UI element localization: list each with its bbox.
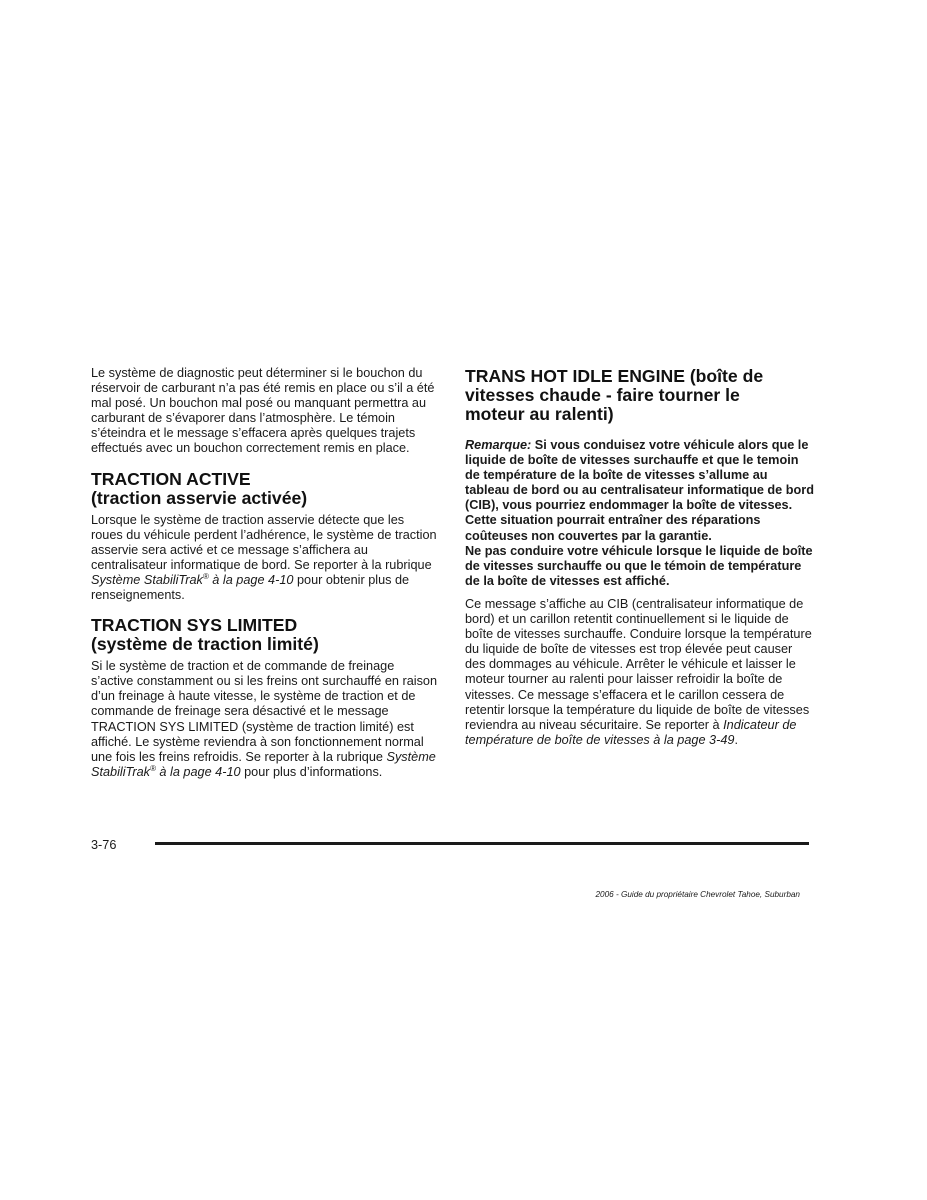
body-text: pour plus d’informations. — [240, 764, 383, 779]
ref-page: à la page 4-10 — [155, 764, 241, 779]
ref-name: Système StabiliTrak — [91, 749, 436, 779]
body-text: pour obtenir plus de renseignements. — [91, 572, 410, 603]
traction-sys-limited-heading — [91, 616, 439, 654]
ref-page: à la page 4-10 — [208, 572, 294, 587]
heading-line: TRANS HOT IDLE ENGINE (boîte de — [465, 366, 764, 386]
cross-reference — [91, 573, 293, 587]
registered-mark: ® — [150, 763, 156, 773]
traction-active-section — [91, 470, 439, 604]
heading-line: TRACTION ACTIVE — [91, 468, 251, 489]
left-column — [91, 366, 439, 780]
notice-paragraph — [465, 438, 815, 544]
trans-hot-section — [465, 367, 815, 748]
page-number: 3-76 — [91, 838, 117, 852]
registered-mark: ® — [202, 571, 209, 581]
notice-box — [465, 438, 815, 589]
heading-line: moteur au ralenti) — [465, 404, 614, 424]
heading-line: vitesses chaude - faire tourner le — [465, 385, 740, 405]
ref-name: Système StabiliTrak — [91, 572, 203, 587]
body-text: . — [734, 732, 738, 747]
traction-active-heading — [91, 470, 439, 508]
page-rule — [155, 842, 809, 845]
notice-text: Si vous conduisez votre véhicule alors que le liquide de boîte de vitesses surchauffe et que le temoin de température de la boîte de vitesses s’allume au tableau de bord ou au centralisateur informatique de bord (CIB), vous pourriez endommager la boîte de vitesses. Cette situation pourrait entraîner des réparations coûteuses non couvertes par la garantie. — [465, 438, 814, 543]
cross-reference: Indicateur de température de boîte de vitesses à la page 3-49 — [465, 717, 797, 747]
traction-active-body — [91, 513, 439, 604]
heading-line: TRACTION SYS LIMITED — [91, 615, 298, 636]
traction-sys-limited-body — [91, 659, 439, 780]
right-column — [465, 366, 815, 748]
body-text: Ce message s’affiche au CIB (centralisateur informatique de bord) et un carillon retentit continuellement si le liquide de boîte de vitesses surchauffe. Conduire lorsque la température du liquide de boîte de vitesses est trop élevée peut causer des dommages au véhicule. Arrêter le véhicule et laisser le moteur tourner au ralenti pour laisser refroidir la boîte de vitesses. Ce message s’effacera et le carillon cessera de retentir lorsque la température du liquide de boîte de vitesses reviendra au niveau sécuritaire. Se reporter à — [465, 596, 812, 732]
intro-paragraph: Le système de diagnostic peut déterminer si le bouchon du réservoir de carburant n’a pas été remis en place ou s’il a été mal posé. Un bouchon mal posé ou manquant permettra au carburant de s’évaporer dans l’atmosphère. Le témoin s’éteindra et le message s’effacera après quelques trajets effectués avec un bouchon correctement remis en place. — [91, 366, 435, 456]
body-text: Lorsque le système de traction asservie détecte que les roues du véhicule perdent l’adhérence, le système de traction asservie sera activé et ce message s’affichera au centralisateur informatique de bord. Se reporter à la rubrique — [91, 512, 437, 572]
footer-text: 2006 - Guide du propriétaire Chevrolet Tahoe, Suburban — [595, 890, 800, 899]
notice-label: Remarque: — [465, 438, 532, 452]
heading-line: (système de traction limité) — [91, 634, 319, 655]
trans-hot-body — [465, 597, 815, 748]
heading-line: (traction asservie activée) — [91, 487, 308, 508]
notice-paragraph: Ne pas conduire votre véhicule lorsque le liquide de boîte de vitesses surchauffe ou que le témoin de température de la boîte de vitesses est affiché. — [465, 543, 813, 588]
body-text: Si le système de traction et de commande de freinage s’active constamment ou si les freins ont surchauffé en raison d’un freinage à haute vitesse, le système de traction et de commande de freinage sera désactivé et le message TRACTION SYS LIMITED (système de traction limité) est affiché. Le système reviendra à son fonctionnement normal une fois les freins refroidis. Se reporter à la rubrique — [91, 659, 438, 764]
traction-sys-limited-section — [91, 616, 439, 780]
trans-hot-heading — [465, 367, 815, 424]
